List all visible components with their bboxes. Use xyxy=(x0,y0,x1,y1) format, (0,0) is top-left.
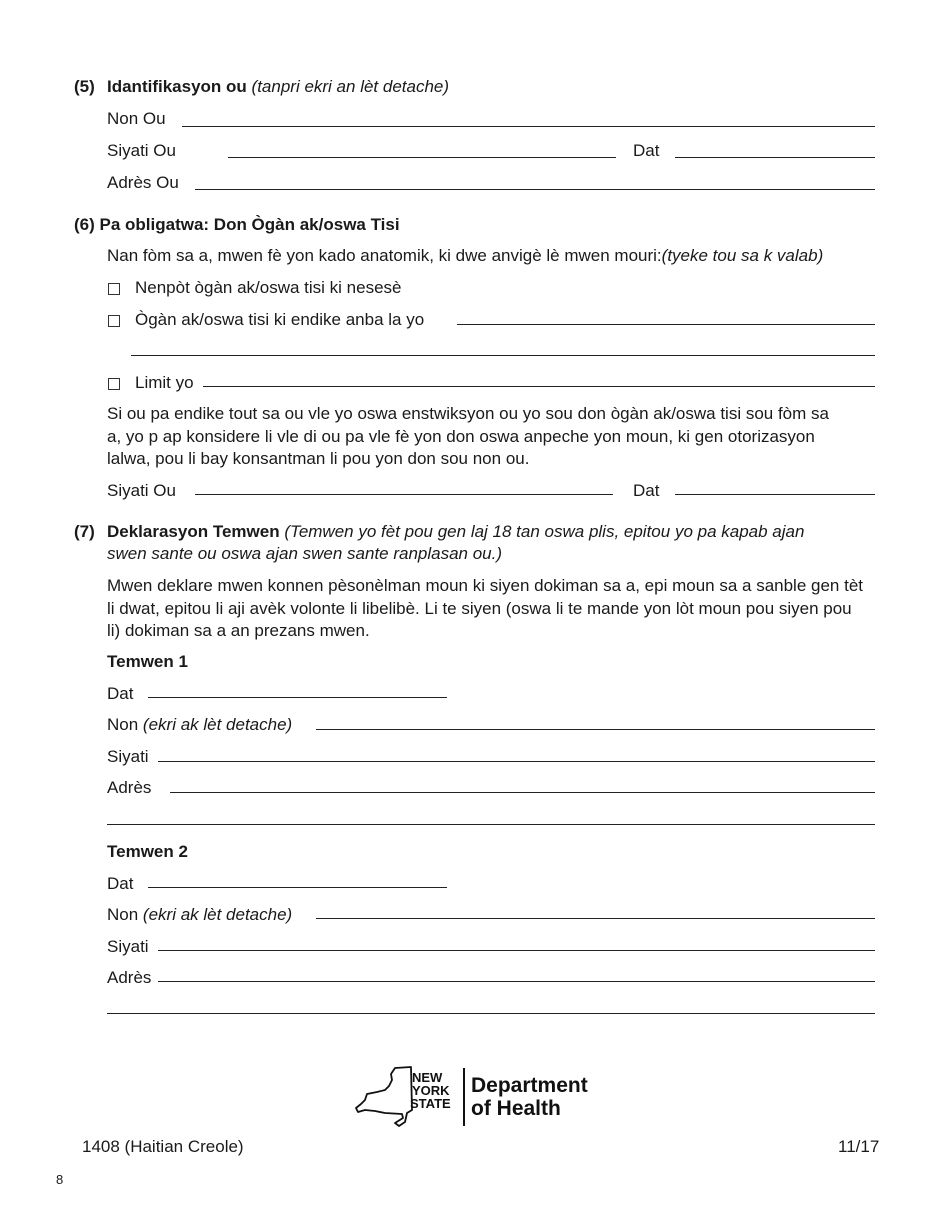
your-address-label: Adrès Ou xyxy=(107,173,179,192)
witness-2-name-note: (ekri ak lèt detache) xyxy=(142,905,293,924)
donation-date-label: Dat xyxy=(633,481,660,500)
your-signature-label: Siyati Ou xyxy=(107,141,176,160)
witness-1-name-text: Non xyxy=(107,715,139,734)
section-7-title: Deklarasyon Temwen xyxy=(107,522,280,541)
witness-1-name-field[interactable] xyxy=(316,729,875,730)
form-revision: 11/17 xyxy=(838,1137,880,1156)
section-6-intro-note: (tyeke tou sa k valab) xyxy=(661,246,824,265)
section-7-heading xyxy=(107,522,804,542)
witness-2-address-field[interactable] xyxy=(158,981,875,982)
witness-1-address-field[interactable] xyxy=(170,792,875,793)
witness-1-name-label xyxy=(107,715,292,735)
donation-signature-field[interactable] xyxy=(195,494,613,495)
logo-state-line3: STATE xyxy=(410,1096,451,1111)
donation-signature-label: Siyati Ou xyxy=(107,481,176,500)
nys-doh-logo xyxy=(355,1066,600,1130)
your-date-label: Dat xyxy=(633,141,660,160)
logo-dept-line2: of Health xyxy=(471,1097,561,1120)
witness-1-name-note: (ekri ak lèt detache) xyxy=(142,715,293,734)
section-6-intro-text: Nan fòm sa a, mwen fè yon kado anatomik, ki dwe anvigè lè mwen mouri: xyxy=(107,246,662,265)
specified-organ-field[interactable] xyxy=(457,324,875,325)
limits-checkbox[interactable] xyxy=(108,378,120,390)
section-7-note-line2: swen sante ou oswa ajan swen sante ranplasan ou.) xyxy=(107,544,503,563)
any-organ-checkbox[interactable] xyxy=(108,283,120,295)
witness-2-date-field[interactable] xyxy=(148,887,447,888)
specified-organ-field-continued[interactable] xyxy=(131,355,875,356)
section-5-note: (tanpri ekri an lèt detache) xyxy=(251,77,450,96)
logo-dept-line1: Department xyxy=(471,1074,588,1097)
section-6-paragraph: Si ou pa endike tout sa ou vle yo oswa enstwiksyon ou yo sou don ògàn ak/oswa tisi sou fòm sa a, yo p ap konsidere li vle di ou pa vle fè yon don oswa anpeche yon moun, ki gen otorizasyon lalwa, pou li bay konsantman li pou yon don sou non ou. xyxy=(107,404,829,468)
witness-2-name-label xyxy=(107,905,292,925)
new-york-state-outline-icon xyxy=(355,1066,415,1128)
section-6-intro xyxy=(107,246,823,266)
witness-1-address-label: Adrès xyxy=(107,778,152,797)
witness-2-date-label: Dat xyxy=(107,874,134,893)
logo-state-line1: NEW xyxy=(412,1070,443,1085)
witness-2-name-text: Non xyxy=(107,905,139,924)
specified-organ-checkbox[interactable] xyxy=(108,315,120,327)
witness-2-signature-field[interactable] xyxy=(158,950,875,951)
witness-2-heading: Temwen 2 xyxy=(107,842,188,861)
your-name-field[interactable] xyxy=(182,126,875,127)
section-5-heading xyxy=(107,77,449,97)
witness-2-address-field-continued[interactable] xyxy=(107,1013,875,1014)
section-7-paragraph: Mwen deklare mwen konnen pèsonèlman moun ki siyen dokiman sa a, epi moun sa a sanble gen tèt li dwat, epitou li aji avèk volonte li libelibè. Li te siyen (oswa li te mande yon lòt moun pou siyen pou li) dokiman sa a an prezans mwen. xyxy=(107,576,863,640)
limits-field[interactable] xyxy=(203,386,875,387)
form-id: 1408 (Haitian Creole) xyxy=(82,1137,244,1156)
your-address-field[interactable] xyxy=(195,189,875,190)
witness-1-signature-field[interactable] xyxy=(158,761,875,762)
witness-1-address-field-continued[interactable] xyxy=(107,824,875,825)
section-5-title: Idantifikasyon ou xyxy=(107,77,247,96)
your-signature-field[interactable] xyxy=(228,157,616,158)
logo-divider xyxy=(463,1068,465,1126)
specified-organ-label: Ògàn ak/oswa tisi ki endike anba la yo xyxy=(135,310,425,329)
section-7-number: (7) xyxy=(74,522,95,541)
limits-label: Limit yo xyxy=(135,373,194,392)
witness-1-date-field[interactable] xyxy=(148,697,447,698)
page-number: 8 xyxy=(56,1172,64,1187)
section-5-number: (5) xyxy=(74,77,95,96)
witness-1-heading: Temwen 1 xyxy=(107,652,188,671)
witness-2-signature-label: Siyati xyxy=(107,937,149,956)
your-name-label: Non Ou xyxy=(107,109,166,128)
your-date-field[interactable] xyxy=(675,157,875,158)
logo-state-line2: YORK xyxy=(412,1083,450,1098)
witness-2-name-field[interactable] xyxy=(316,918,875,919)
witness-2-address-label: Adrès xyxy=(107,968,152,987)
section-6-title: (6) Pa obligatwa: Don Ògàn ak/oswa Tisi xyxy=(74,215,400,234)
donation-date-field[interactable] xyxy=(675,494,875,495)
witness-1-signature-label: Siyati xyxy=(107,747,149,766)
witness-1-date-label: Dat xyxy=(107,684,134,703)
any-organ-label: Nenpòt ògàn ak/oswa tisi ki nesesè xyxy=(135,278,402,297)
section-7-note-line1: (Temwen yo fèt pou gen laj 18 tan oswa plis, epitou yo pa kapab ajan xyxy=(284,522,805,541)
